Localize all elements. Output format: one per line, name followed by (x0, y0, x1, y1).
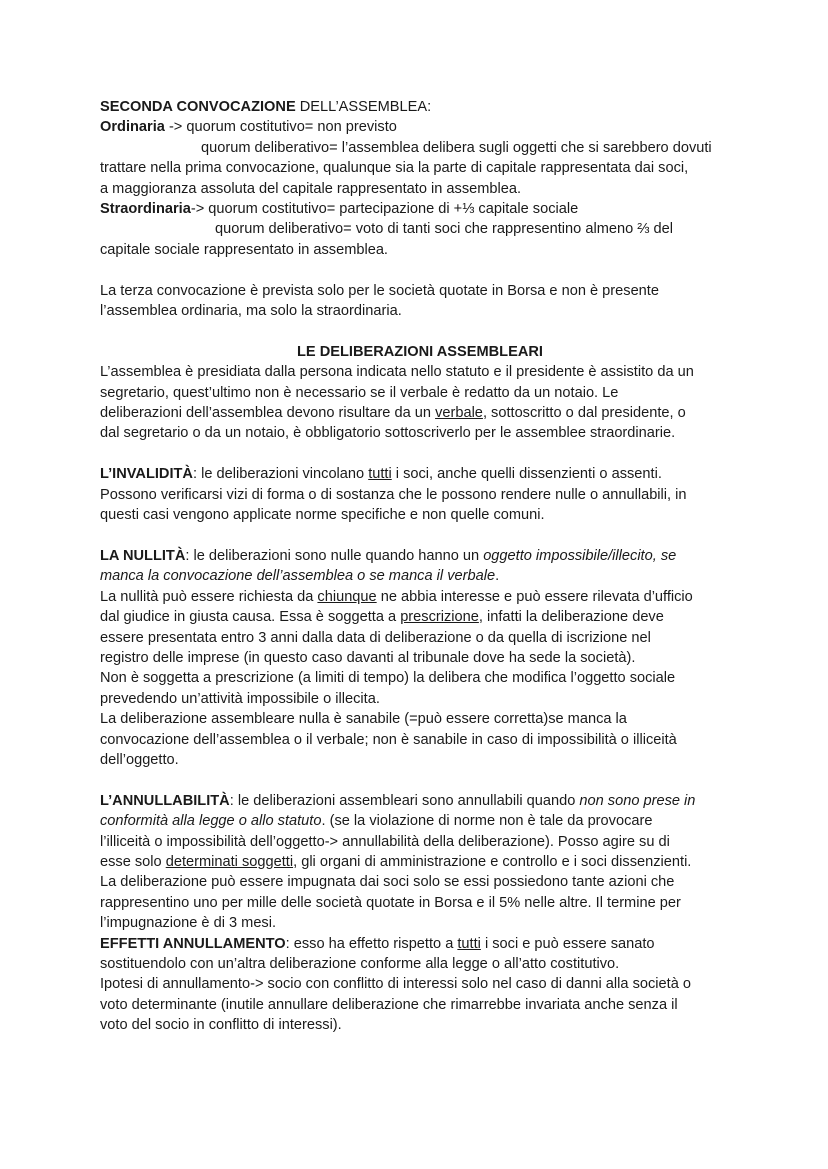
annull-line-4: esse solo determinati soggetti, gli organi di amministrazione e controllo e i soci dissenzienti. (100, 853, 692, 870)
invalidita-line-3: questi casi vengono applicate norme specifiche e non quelle comuni. (100, 507, 545, 524)
nullita-line-6: registro delle imprese (in questo caso davanti al tribunale dove ha sede la società). (100, 649, 636, 666)
nullita-line-3: La nullità può essere richiesta da chiunque ne abbia interesse e può essere rilevata d’ufficio (100, 588, 693, 605)
annull-line-6: rappresentino uno per mille delle società quotate in Borsa e il 5% nelle altre. Il termine per (100, 894, 681, 911)
invalidita-label: L’INVALIDITÀ (100, 466, 193, 483)
effetti-line-4: voto determinante (inutile annullare deliberazione che rimarrebbe invariata anche senza il (100, 996, 678, 1013)
ordinaria-label: Ordinaria (100, 119, 165, 136)
straordinaria-line-2: quorum deliberativo= voto di tanti soci che rappresentino almeno ⅔ del (215, 221, 673, 238)
delib-line-4: dal segretario o da un notaio, è obbligatorio sottoscriverlo per le assemblee straordinarie. (100, 425, 676, 442)
spacer (100, 444, 740, 464)
spacer (100, 770, 740, 790)
annullabilita-label: L’ANNULLABILITÀ (100, 792, 230, 809)
spacer (100, 321, 740, 341)
nullita-line-5: essere presentata entro 3 anni dalla data di deliberazione o da quella di iscrizione nel (100, 629, 651, 646)
seconda-title-line (100, 97, 740, 117)
spacer (100, 525, 740, 545)
nullita-line-4: dal giudice in giusta causa. Essa è soggetta a prescrizione, infatti la deliberazione deve (100, 609, 664, 626)
effetti-line-3: Ipotesi di annullamento-> socio con conflitto di interessi solo nel caso di danni alla società o (100, 976, 691, 993)
ordinaria-line-3: trattare nella prima convocazione, qualunque sia la parte di capitale rappresentata dai soci, (100, 160, 689, 177)
invalidita-line-1: L’INVALIDITÀ: le deliberazioni vincolano tutti i soci, anche quelli dissenzienti o assenti. (100, 466, 662, 483)
nullita-line-10: convocazione dell’assemblea o il verbale; non è sanabile in caso di impossibilità o illiceità (100, 731, 677, 748)
delib-line-3: deliberazioni dell’assemblea devono risultare da un verbale, sottoscritto o dal presidente, o (100, 405, 686, 422)
annull-line-5: La deliberazione può essere impugnata dai soci solo se essi possiedono tante azioni che (100, 874, 675, 891)
straordinaria-line-1: Straordinaria-> quorum costitutivo= partecipazione di +⅓ capitale sociale (100, 201, 579, 218)
nullita-line-2: manca la convocazione dell’assemblea o se manca il verbale. (100, 568, 500, 585)
document-body (100, 97, 740, 1036)
seconda-title: SECONDA CONVOCAZIONE (100, 99, 296, 115)
ordinaria-line-4: a maggioranza assoluta del capitale rappresentato in assemblea. (100, 180, 522, 197)
effetti-line-2: sostituendolo con un’altra deliberazione conforme alla legge o all’atto costitutivo. (100, 955, 620, 972)
seconda-title-rest: DELL’ASSEMBLEA: (295, 99, 432, 115)
nullita-line-8: prevedendo un’attività impossibile o illecita. (100, 690, 380, 707)
nullita-line-7: Non è soggetta a prescrizione (a limiti di tempo) la delibera che modifica l’oggetto sociale (100, 670, 676, 687)
straordinaria-line-3: capitale sociale rappresentato in assemblea. (100, 241, 388, 258)
ordinaria-line-2: quorum deliberativo= l’assemblea delibera sugli oggetti che si sarebbero dovuti (201, 139, 712, 156)
annull-line-3: l’illiceità o impossibilità dell’oggetto-> annullabilità della deliberazione). Posso agire su di (100, 833, 670, 850)
nullita-label: LA NULLITÀ (100, 547, 186, 564)
nullita-line-9: La deliberazione assembleare nulla è sanabile (=può essere corretta)se manca la (100, 711, 627, 728)
verbale-underlined: verbale (435, 405, 483, 422)
effetti-label: EFFETTI ANNULLAMENTO (100, 935, 286, 952)
nullita-line-1: LA NULLITÀ: le deliberazioni sono nulle quando hanno un oggetto impossibile/illecito, se (100, 547, 677, 564)
annull-line-7: l’impugnazione è di 3 mesi. (100, 915, 277, 932)
ordinaria-line-1: Ordinaria -> quorum costitutivo= non previsto (100, 119, 397, 136)
annull-line-1: L’ANNULLABILITÀ: le deliberazioni assembleari sono annullabili quando non sono prese in (100, 792, 696, 809)
delib-line-2: segretario, quest’ultimo non è necessario se il verbale è redatto da un notaio. Le (100, 384, 619, 401)
straordinaria-label: Straordinaria (100, 201, 191, 218)
spacer (100, 260, 740, 280)
nullita-line-11: dell’oggetto. (100, 751, 179, 768)
terza-line-2: l’assemblea ordinaria, ma solo la straordinaria. (100, 303, 402, 320)
deliberazioni-heading: LE DELIBERAZIONI ASSEMBLEARI (297, 343, 543, 360)
effetti-line-5: voto del socio in conflitto di interessi). (100, 1017, 342, 1034)
terza-line-1: La terza convocazione è prevista solo per le società quotate in Borsa e non è presente (100, 282, 659, 299)
effetti-line-1: EFFETTI ANNULLAMENTO: esso ha effetto rispetto a tutti i soci e può essere sanato (100, 935, 655, 952)
delib-line-1: L’assemblea è presidiata dalla persona indicata nello statuto e il presidente è assistito da un (100, 364, 694, 381)
annull-line-2: conformità alla legge o allo statuto. (se la violazione di norme non è tale da provocare (100, 813, 653, 830)
invalidita-line-2: Possono verificarsi vizi di forma o di sostanza che le possono rendere nulle o annullabili, in (100, 486, 687, 503)
